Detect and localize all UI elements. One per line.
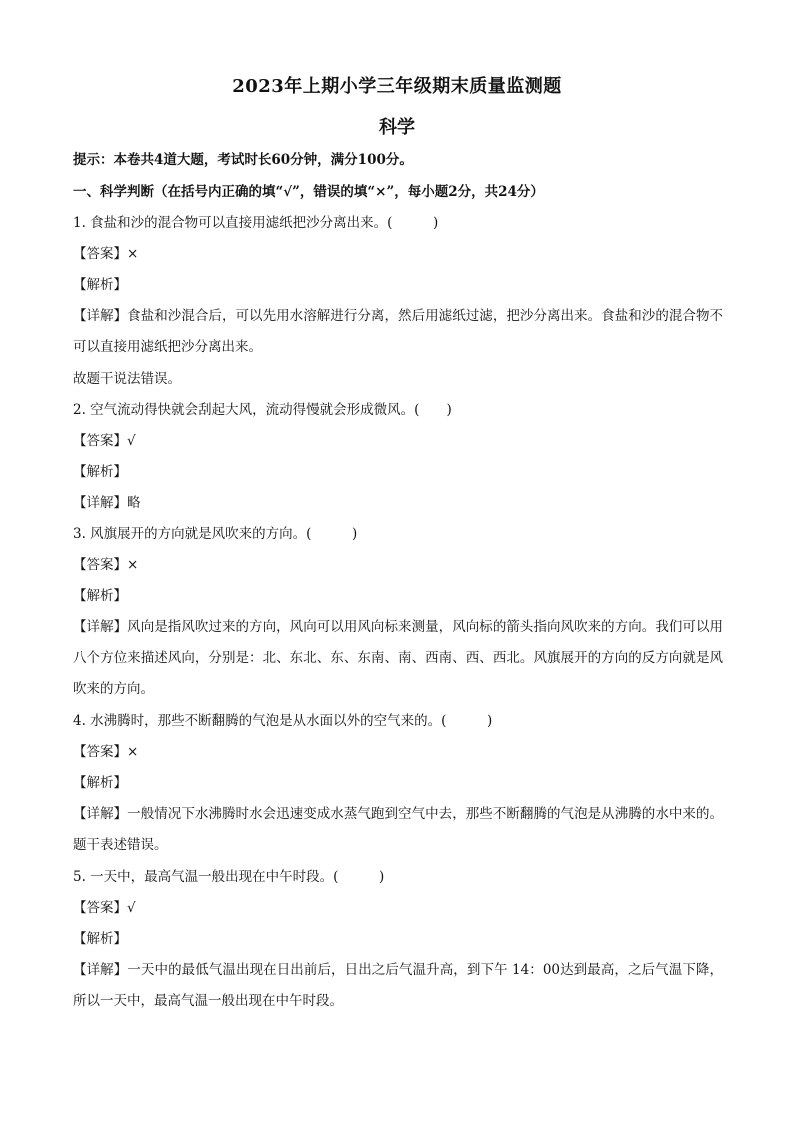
exam-tip: 提示：本卷共4道大题，考试时长60分钟，满分100分。 <box>73 152 413 168</box>
analysis-3: 【解析】 <box>73 588 127 604</box>
question-3: 3. 风旗展开的方向就是风吹来的方向。( ) <box>73 526 358 542</box>
question-5: 5. 一天中，最高气温一般出现在中午时段。( ) <box>73 869 385 885</box>
answer-2: 【答案】√ <box>73 433 136 449</box>
analysis-2: 【解析】 <box>73 464 127 480</box>
answer-3: 【答案】× <box>73 557 139 573</box>
detail-5: 【详解】一天中的最低气温出现在日出前后，日出之后气温升高，到下午 14：00达到最高，之后气温下降，所以一天中，最高气温一般出现在中午时段。 <box>73 962 723 1009</box>
detail-4: 【详解】一般情况下水沸腾时水会迅速变成水蒸气跑到空气中去，那些不断翻腾的气泡是从沸腾的水中来的。题干表述错误。 <box>73 806 723 853</box>
detail-1: 【详解】食盐和沙混合后，可以先用水溶解进行分离，然后用滤纸过滤，把沙分离出来。食盐和沙的混合物不可以直接用滤纸把沙分离出来。 <box>73 308 723 355</box>
answer-4: 【答案】× <box>73 744 139 760</box>
question-4: 4. 水沸腾时，那些不断翻腾的气泡是从水面以外的空气来的。( ) <box>73 713 493 729</box>
question-1: 1. 食盐和沙的混合物可以直接用滤纸把沙分离出来。( ) <box>73 215 439 231</box>
section-heading: 一、科学判断（在括号内正确的填“√”，错误的填“×”，每小题2分，共24分） <box>73 184 544 200</box>
subject-title: 科学 <box>379 117 415 138</box>
conclusion-1: 故题干说法错误。 <box>73 371 181 387</box>
analysis-5: 【解析】 <box>73 931 127 947</box>
question-2: 2. 空气流动得快就会刮起大风，流动得慢就会形成微风。( ) <box>73 402 452 418</box>
analysis-4: 【解析】 <box>73 775 127 791</box>
detail-3: 【详解】风向是指风吹过来的方向，风向可以用风向标来测量，风向标的箭头指向风吹来的方向。我们可以用八个方位来描述风向，分别是：北、东北、东、东南、南、西南、西、西北。风旗展开的方向的反方向就是风吹来的方向。 <box>73 619 723 697</box>
page-title: 2023年上期小学三年级期末质量监测题 <box>232 76 562 97</box>
answer-1: 【答案】× <box>73 246 139 262</box>
answer-5: 【答案】√ <box>73 900 136 916</box>
detail-2: 【详解】略 <box>73 495 141 511</box>
analysis-1: 【解析】 <box>73 277 127 293</box>
